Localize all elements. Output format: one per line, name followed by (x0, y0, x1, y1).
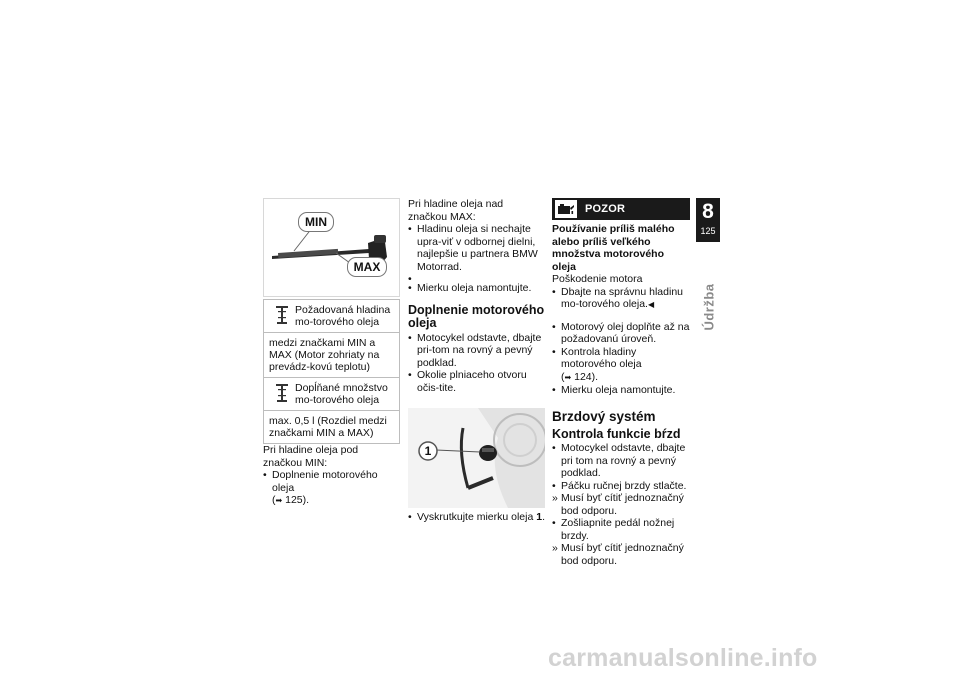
paragraph-above-max: Pri hladine oleja nad značkou MAX: (408, 198, 504, 223)
bullet-list-unscrew (408, 511, 545, 524)
warning-bullets (552, 286, 690, 312)
spec-row-quantity-title (264, 378, 400, 411)
chapter-tab (696, 198, 720, 242)
list-item: • Dbajte na správnu hladinu mo-torového oleja.◀ (552, 286, 690, 312)
bullet-list-above-max (408, 223, 545, 295)
list-item: • Hladinu oleja si nechajte upra-viť v odbornej dielni, najlepšie u partnera BMW Motorrad. (408, 223, 545, 273)
warning-subtitle: Poškodenie motora (552, 273, 643, 285)
chapter-number: 8 (702, 200, 714, 223)
page-reference[interactable]: 125). (285, 494, 310, 506)
list-item-result: » Musí byť cítiť jednoznačný bod odporu. (552, 492, 690, 517)
list-item: • Vyskrutkujte mierku oleja 1. (408, 511, 545, 524)
page-reference[interactable]: 124). (574, 370, 599, 383)
min-label: MIN (298, 212, 334, 232)
page-number: 125 (700, 226, 716, 236)
spec-quantity-title: Dopĺňané množstvo mo-torového oleja (295, 382, 388, 406)
engine-oil-warning-icon (555, 200, 577, 218)
dipstick-illustration (264, 199, 400, 297)
bullet-list-refill (552, 321, 690, 397)
list-item: • Doplnenie motorového oleja (➡ 125). (263, 469, 400, 508)
max-label: MAX (347, 257, 387, 277)
callout-number: 1 (424, 444, 432, 458)
oil-filler-photo (408, 408, 545, 508)
list-item: • Motorový olej doplňte až na požadovanú úroveň. (552, 321, 690, 346)
section-heading-add-oil: Doplnenie motorového oleja (408, 302, 545, 330)
spec-row-level-value (264, 333, 400, 378)
spec-level-title: Požadovaná hladina mo-torového oleja (295, 304, 391, 328)
watermark: carmanualsonline.info (548, 644, 818, 672)
spec-table (263, 299, 400, 444)
list-item: • Kontrola hladiny motorového oleja (➡ 124). (552, 346, 690, 385)
warning-header (552, 198, 690, 220)
spec-level-value: medzi značkami MIN a MAX (Motor zohriaty na prevádz-kovú teplotu) (264, 333, 400, 378)
dipstick-figure (263, 198, 400, 297)
oil-level-icon (275, 383, 289, 403)
column-1 (263, 198, 400, 508)
warning-label: POZOR (585, 202, 626, 215)
list-item: • Motocykel odstavte, dbajte pri-tom na rovný a pevný podklad. (408, 332, 545, 370)
list-item: • Mierku oleja namontujte. (552, 384, 690, 397)
list-item: • Páčku ručnej brzdy stlačte. (552, 480, 690, 493)
oil-level-icon (275, 305, 289, 325)
chapter-side-title: Údržba (701, 283, 717, 331)
bullet-list-brakes (552, 442, 690, 567)
list-item: • Motocykel odstavte, dbajte pri tom na rovný a pevný podklad. (552, 442, 690, 480)
spec-row-level-title (264, 300, 400, 333)
column-2 (408, 198, 545, 524)
arrow-icon: ➡ (564, 372, 572, 382)
subsection-heading-brake-check: Kontrola funkcie bŕzd (552, 426, 681, 441)
column-3 (552, 198, 690, 567)
arrow-icon: ➡ (275, 496, 283, 505)
end-mark-icon: ◀ (647, 300, 655, 309)
list-item: • Mierku oleja namontujte. (408, 282, 545, 295)
bullet-list-add-oil (408, 332, 545, 395)
warning-title: Používanie príliš malého alebo príliš veľkého množstva motorového oleja (552, 223, 675, 273)
spec-row-quantity-value (264, 411, 400, 444)
section-heading-brakes: Brzdový systém (552, 408, 656, 424)
spec-quantity-value: max. 0,5 l (Rozdiel medzi značkami MIN a MAX) (264, 411, 400, 444)
list-item: • Zošliapnite pedál nožnej brzdy. (552, 517, 690, 542)
paragraph-below-min: Pri hladine oleja pod značkou MIN: (263, 444, 359, 469)
list-item: • Okolie plniaceho otvoru očis-tite. (408, 369, 545, 394)
bullet-list-below-min (263, 469, 400, 508)
list-item-result: » Musí byť cítiť jednoznačný bod odporu. (552, 542, 690, 567)
